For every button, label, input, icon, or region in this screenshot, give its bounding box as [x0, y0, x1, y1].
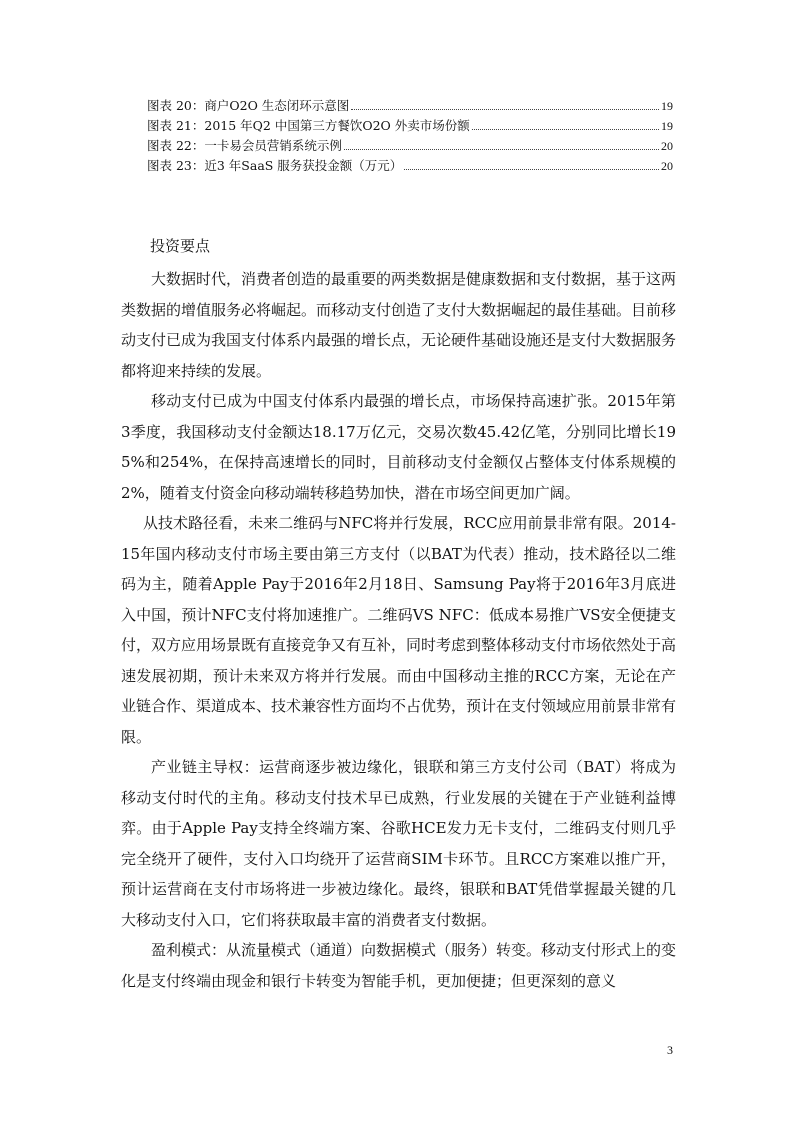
toc-leader-dots: [404, 168, 659, 170]
paragraph-market-growth: 移动支付已成为中国支付体系内最强的增长点，市场保持高速扩张。2015年第3季度，我国移动支付金额达18.17万亿元，交易次数45.42亿笔，分别同比增长195%和254%，在保持高速增长的同时，目前移动支付金额仅占整体支付体系规模的2%，随着支付资金向移动端转移趋势加快，潜在市场空间更加广阔。: [121, 392, 676, 502]
toc-entry-label: 图表 21：2015 年Q2 中国第三方餐饮O2O 外卖市场份额: [147, 118, 470, 133]
toc-leader-dots: [472, 128, 659, 130]
paragraph-industry-chain: 产业链主导权：运营商逐步被边缘化，银联和第三方支付公司（BAT）将成为移动支付时代的主角。移动支付技术早已成熟，行业发展的关键在于产业链利益博弈。由于Apple Pay支持全终端方案、谷歌HCE发力无卡支付，二维码支付则几乎完全绕开了硬件，支付入口均绕开了运营商SIM卡环节。且RCC方案难以推广开，预计运营商在支付市场将进一步被边缘化。最终，银联和BAT凭借掌握最关键的几大移动支付入口，它们将获取最丰富的消费者支付数据。: [121, 758, 676, 929]
toc-entry-page: 20: [661, 159, 673, 173]
paragraph-technology-path: 从技术路径看，未来二维码与NFC将并行发展，RCC应用前景非常有限。2014-15年国内移动支付市场主要由第三方支付（以BAT为代表）推动，技术路径以二维码为主，随着Apple Pay于2016年2月18日、Samsung Pay将于2016年3月底进入中国，预计NFC支付将加速推广。二维码VS NFC：低成本易推广VS安全便捷支付，双方应用场景既有直接竞争又有互补，同时考虑到整体移动支付市场依然处于高速发展初期，预计未来双方将并行发展。而由中国移动主推的RCC方案，无论在产业链合作、渠道成本、技术兼容性方面均不占优势，预计在支付领域应用前景非常有限。: [121, 514, 677, 746]
toc-entry-figure-20[interactable]: [147, 96, 673, 116]
toc-entry-page: 20: [661, 139, 673, 153]
page-number: 3: [667, 1043, 673, 1057]
section-heading: 投资要点: [150, 237, 211, 255]
toc-entry-page: 19: [661, 99, 673, 113]
figure-list: [147, 96, 673, 176]
paragraph-big-data: 大数据时代，消费者创造的最重要的两类数据是健康数据和支付数据，基于这两类数据的增值服务必将崛起。而移动支付创造了支付大数据崛起的最佳基础。目前移动支付已成为我国支付体系内最强的增长点，无论硬件基础设施还是支付大数据服务都将迎来持续的发展。: [121, 270, 677, 380]
toc-entry-figure-23[interactable]: [147, 156, 673, 176]
body-text: [121, 264, 676, 996]
toc-entry-label: 图表 20：商户O2O 生态闭环示意图: [147, 98, 350, 113]
toc-entry-label: 图表 23：近3 年SaaS 服务获投金额（万元）: [147, 158, 403, 173]
paragraph-profit-model: 盈利模式：从流量模式（通道）向数据模式（服务）转变。移动支付形式上的变化是支付终端由现金和银行卡转变为智能手机，更加便捷；但更深刻的意义: [121, 941, 677, 990]
toc-entry-label: 图表 22：一卡易会员营销系统示例: [147, 138, 342, 153]
toc-leader-dots: [351, 108, 659, 110]
toc-entry-page: 19: [661, 119, 673, 133]
toc-entry-figure-22[interactable]: [147, 136, 673, 156]
toc-entry-figure-21[interactable]: [147, 116, 673, 136]
toc-leader-dots: [344, 148, 659, 150]
